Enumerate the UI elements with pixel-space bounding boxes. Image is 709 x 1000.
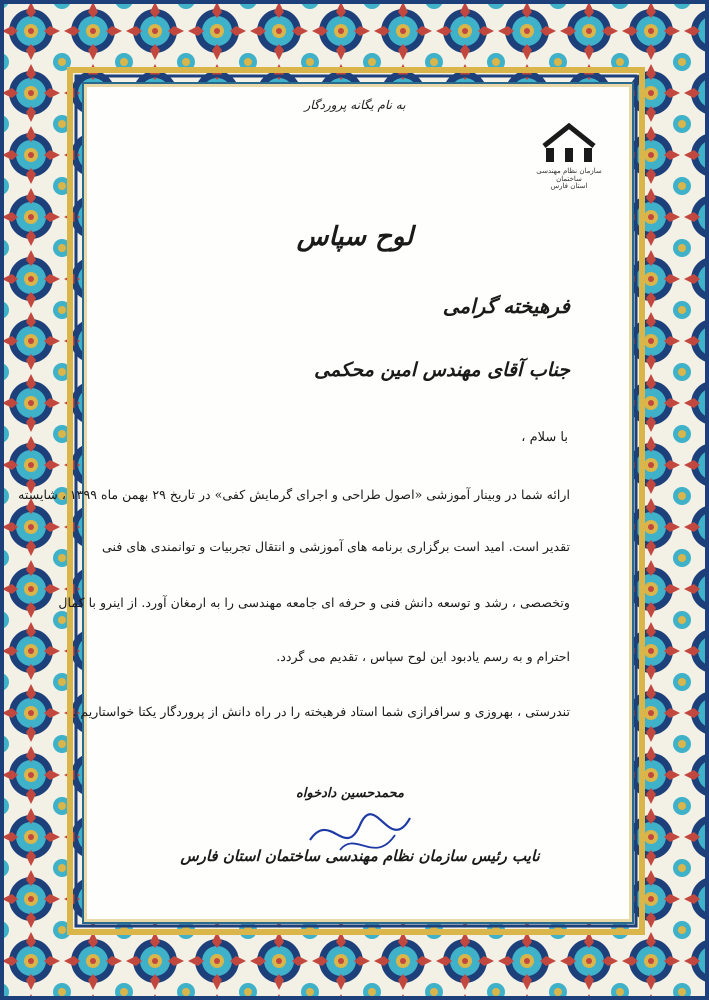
body-line: وتخصصی ، رشد و توسعه دانش فنی و حرفه ای جامعه مهندسی را به ارمغان آورد. از اینرو با کمال	[58, 595, 570, 610]
greeting: با سلام ،	[521, 430, 568, 445]
certificate-title: لوح سپاس	[296, 222, 414, 252]
body-line: احترام و به رسم یادبود این لوح سپاس ، تقدیم می گردد.	[276, 649, 570, 664]
recipient-name: جناب آقای مهندس امین محکمی	[314, 359, 570, 381]
body-line: ارائه شما در وبینار آموزشی «اصول طراحی و اجرای گرمایش کفی» در تاریخ ۲۹ بهمن ماه ۱۳۹۹ ، شایسته	[18, 487, 570, 502]
body-line: تندرستی ، بهروزی و سرافرازی شما استاد فرهیخته را در راه دانش از پروردگار یکتا خواستاریم .	[72, 704, 570, 719]
body-line: تقدیر است. امید است برگزاری برنامه های آموزشی و انتقال تجربیات و توانمندی های فنی	[102, 539, 570, 554]
salutation: فرهیخته گرامی	[442, 294, 570, 318]
invocation-text: به نام یگانه پروردگار	[304, 98, 406, 112]
signer-title: نایب رئیس سازمان نظام مهندسی ساختمان استان فارس	[180, 847, 540, 865]
signer-name: محمدحسین دادخواه	[295, 786, 405, 801]
organization-name: سازمان نظام مهندسی ساختمان	[536, 167, 602, 183]
organization-province: استان فارس	[550, 182, 588, 190]
